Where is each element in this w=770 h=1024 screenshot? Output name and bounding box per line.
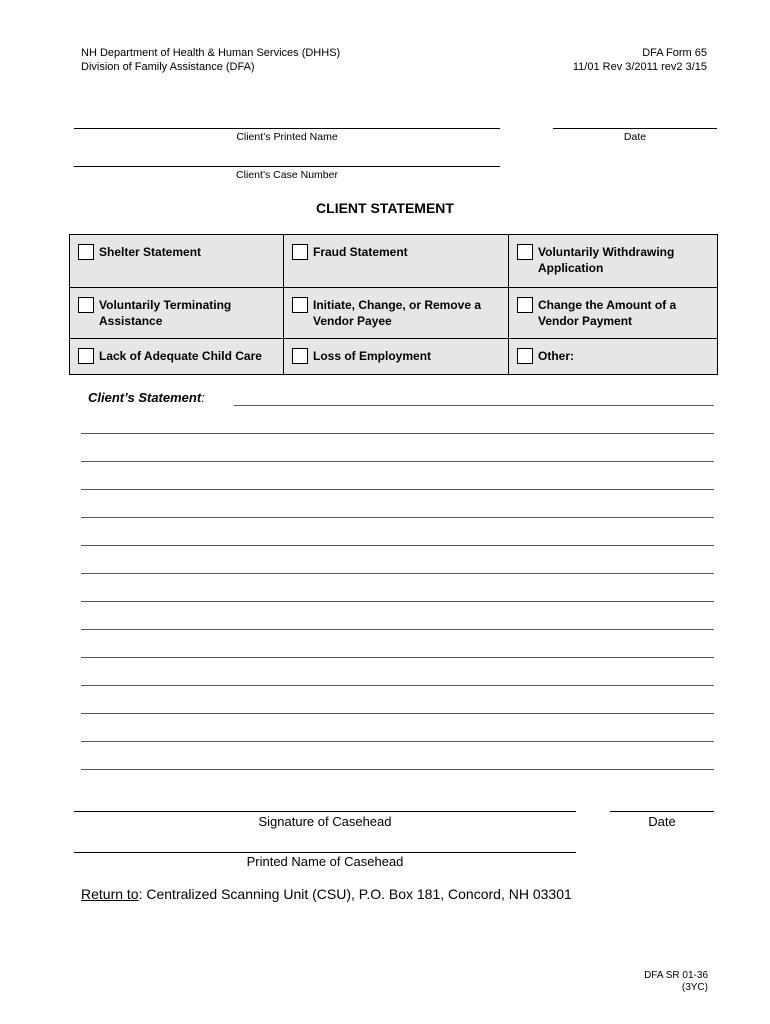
option-label: Voluntarily Terminating Assistance <box>99 298 232 328</box>
client-date-line[interactable] <box>553 128 717 129</box>
option-label: Lack of Adequate Child Care <box>99 349 262 363</box>
option-label: Fraud Statement <box>313 245 408 259</box>
option-other[interactable] <box>517 348 711 364</box>
form-id-header <box>573 46 707 74</box>
statement-line[interactable] <box>81 517 714 518</box>
statement-line[interactable] <box>81 461 714 462</box>
option-label: Loss of Employment <box>313 349 432 363</box>
statement-line[interactable] <box>81 489 714 490</box>
checkbox[interactable] <box>517 297 533 313</box>
statement-line[interactable] <box>81 769 714 770</box>
statement-type-table <box>69 234 718 375</box>
agency-name: NH Department of Health & Human Services (DHHS) <box>81 47 341 59</box>
checkbox[interactable] <box>292 244 308 260</box>
option-vendor-payee[interactable] <box>292 297 502 329</box>
option-terminating-assistance[interactable] <box>78 297 277 329</box>
checkbox[interactable] <box>78 348 94 364</box>
case-number-line[interactable] <box>74 166 500 167</box>
option-loss-of-employment[interactable] <box>292 348 502 364</box>
option-label: Voluntarily Withdrawing Application <box>538 245 675 275</box>
client-date-label: Date <box>623 131 647 143</box>
statement-line[interactable] <box>81 545 714 546</box>
form-number: DFA Form 65 <box>642 47 707 59</box>
statement-line[interactable] <box>81 713 714 714</box>
checkbox[interactable] <box>292 348 308 364</box>
statement-line[interactable] <box>81 685 714 686</box>
casehead-name-label: Printed Name of Casehead <box>246 854 404 869</box>
checkbox[interactable] <box>517 244 533 260</box>
form-code-suffix: (3YC) <box>681 982 708 993</box>
agency-header <box>81 46 340 74</box>
option-vendor-payment[interactable] <box>517 297 711 329</box>
signature-date-line[interactable] <box>610 811 714 812</box>
option-label: Other: <box>538 349 574 363</box>
return-address-text: : Centralized Scanning Unit (CSU), P.O. Box 181, Concord, NH 03301 <box>138 886 572 902</box>
form-code-number: DFA SR 01-36 <box>644 970 708 981</box>
checkbox[interactable] <box>78 244 94 260</box>
option-child-care[interactable] <box>78 348 277 364</box>
form-title: CLIENT STATEMENT <box>316 200 454 216</box>
checkbox[interactable] <box>292 297 308 313</box>
checkbox[interactable] <box>78 297 94 313</box>
statement-line[interactable] <box>81 573 714 574</box>
signature-label: Signature of Casehead <box>258 814 392 829</box>
client-name-line[interactable] <box>74 128 500 129</box>
statement-line[interactable] <box>81 629 714 630</box>
statement-line[interactable] <box>81 657 714 658</box>
option-label: Change the Amount of a Vendor Payment <box>538 298 677 328</box>
option-label: Initiate, Change, or Remove a Vendor Payee <box>313 298 482 328</box>
signature-line[interactable] <box>74 811 576 812</box>
return-address <box>81 886 572 902</box>
option-shelter-statement[interactable] <box>78 244 277 260</box>
case-number-label: Client’s Case Number <box>236 169 338 181</box>
signature-date-label: Date <box>648 814 676 829</box>
checkbox[interactable] <box>517 348 533 364</box>
statement-line[interactable] <box>81 741 714 742</box>
option-fraud-statement[interactable] <box>292 244 502 260</box>
casehead-name-line[interactable] <box>74 852 576 853</box>
client-name-label: Client’s Printed Name <box>236 131 338 143</box>
option-withdrawing-application[interactable] <box>517 244 711 276</box>
form-revision: 11/01 Rev 3/2011 rev2 3/15 <box>572 61 707 73</box>
division-name: Division of Family Assistance (DFA) <box>81 61 255 73</box>
return-to-label: Return to <box>81 886 139 902</box>
form-code <box>644 970 708 994</box>
client-statement-label: Client’s Statement: <box>88 390 205 405</box>
option-label: Shelter Statement <box>99 245 202 259</box>
statement-line[interactable] <box>81 433 714 434</box>
statement-line[interactable] <box>81 601 714 602</box>
statement-line[interactable] <box>234 405 714 406</box>
